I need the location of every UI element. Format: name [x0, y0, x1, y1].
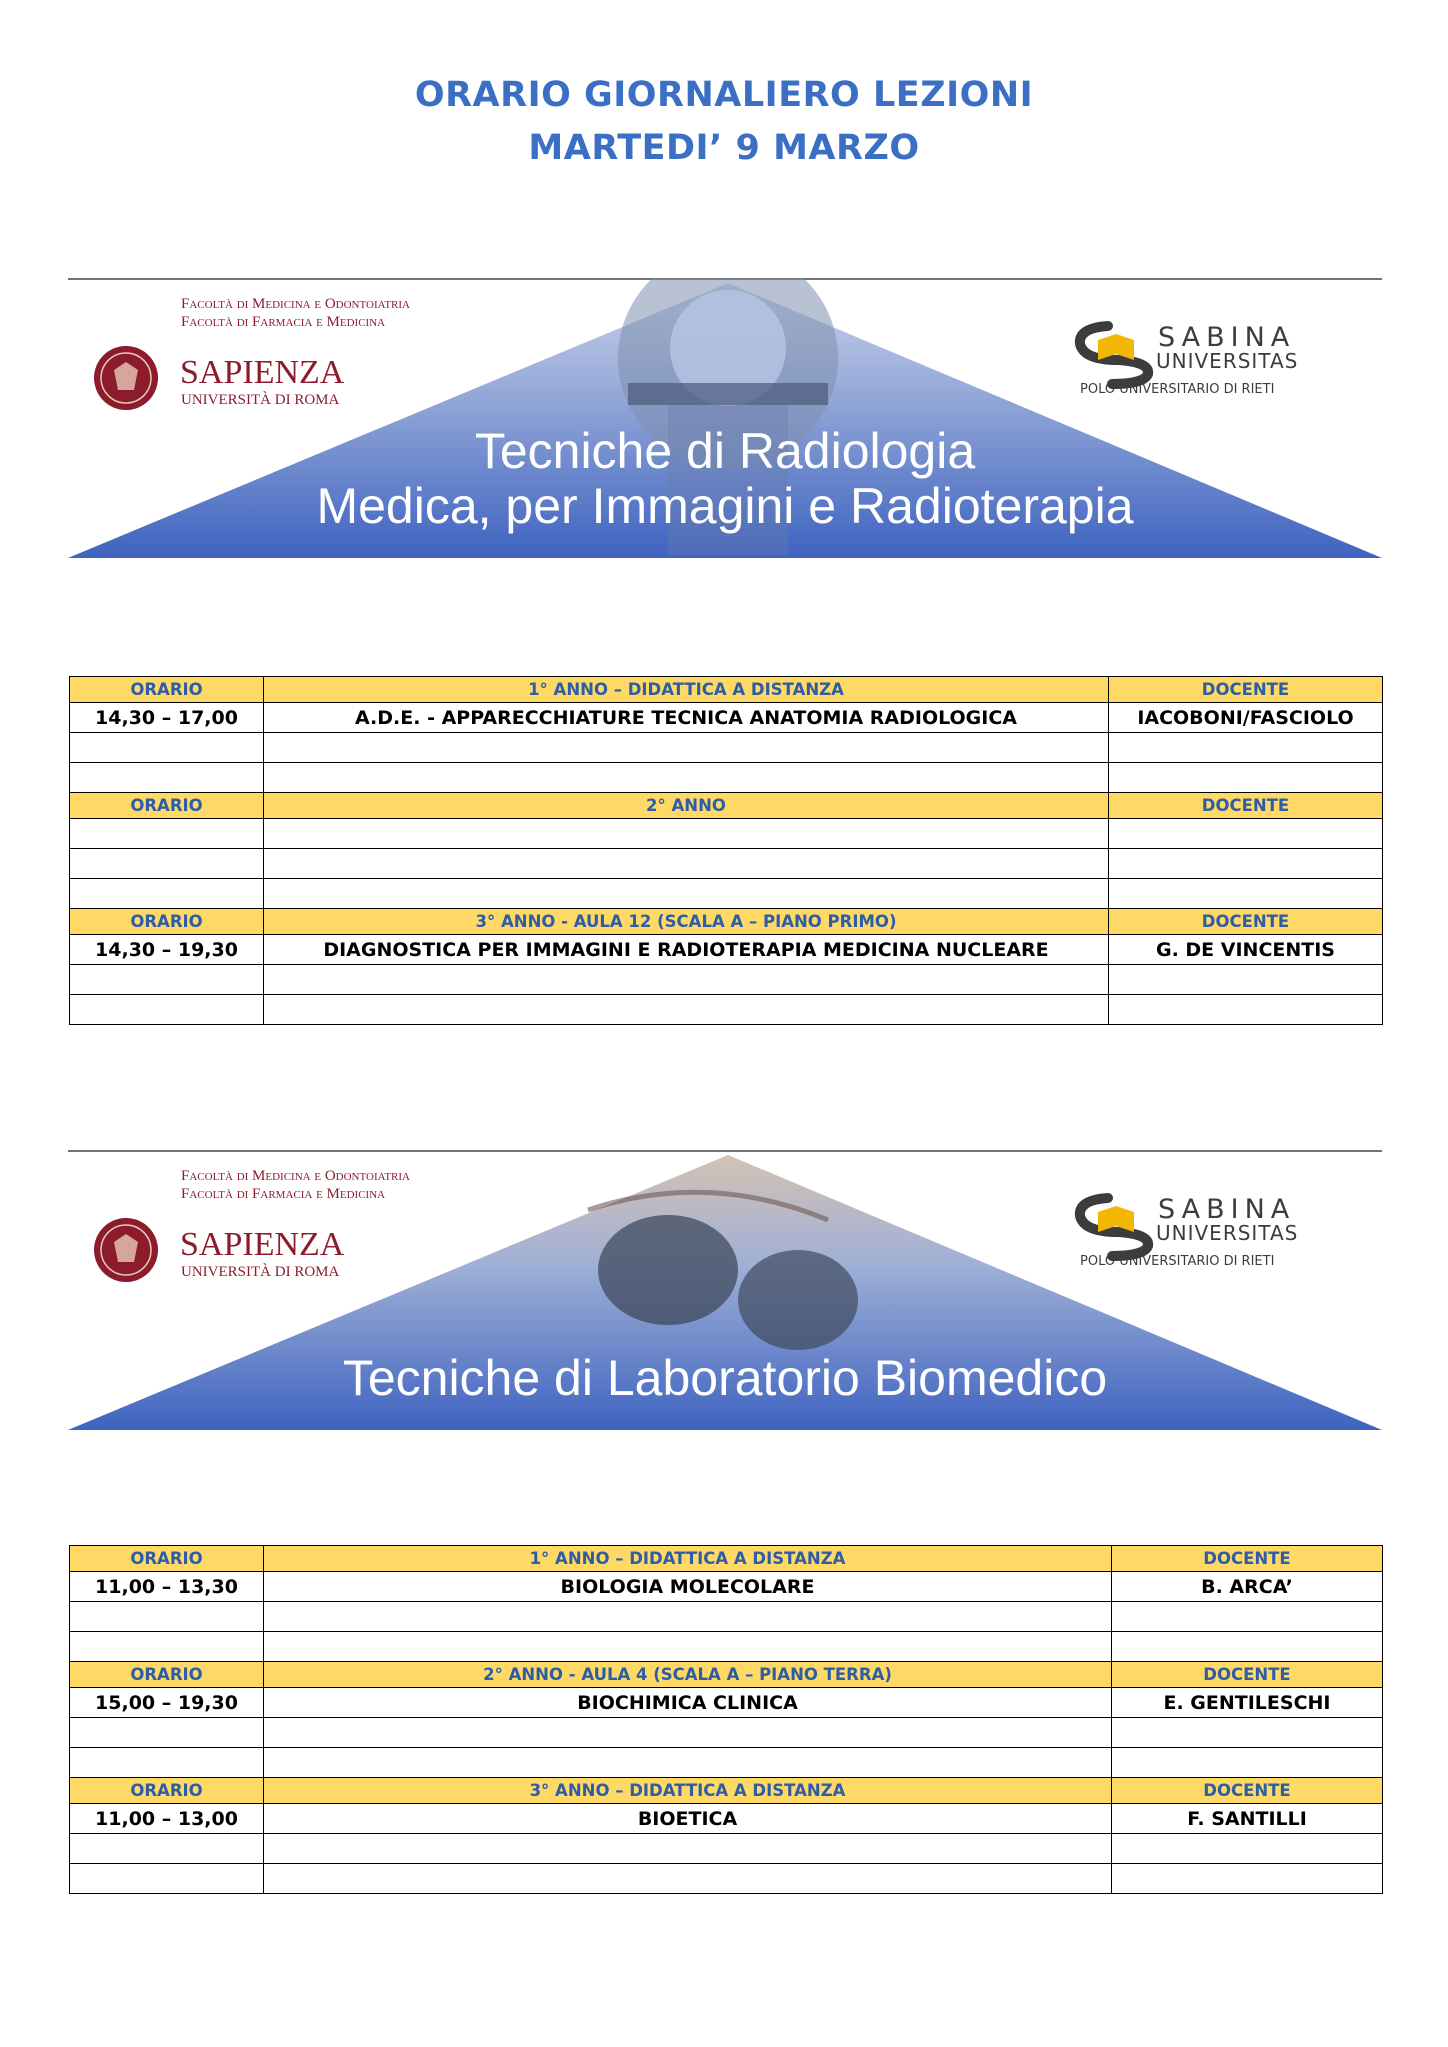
- teacher-cell: B. ARCA’: [1112, 1572, 1383, 1602]
- time-cell: [70, 849, 264, 879]
- sabina-book-icon: [1080, 326, 1148, 384]
- table-row: [70, 965, 1383, 995]
- orario-header: ORARIO: [70, 909, 264, 935]
- section-header-row: [70, 1662, 1383, 1688]
- page-title-line2: MARTEDI’ 9 MARZO: [528, 128, 920, 168]
- time-cell: [70, 965, 264, 995]
- time-cell: [70, 763, 264, 793]
- subject-cell: [264, 1748, 1112, 1778]
- sabina-sub: UNIVERSITAS: [1156, 349, 1299, 373]
- year-header: 2° ANNO - AULA 4 (SCALA A – PIANO TERRA): [264, 1662, 1112, 1688]
- table-row: [70, 733, 1383, 763]
- time-cell: 14,30 – 17,00: [70, 703, 264, 733]
- table-row: [70, 703, 1383, 733]
- teacher-cell: [1109, 819, 1383, 849]
- teacher-cell: [1109, 965, 1383, 995]
- subject-cell: DIAGNOSTICA PER IMMAGINI E RADIOTERAPIA MEDICINA NUCLEARE: [264, 935, 1109, 965]
- schedule-table-radiologia: [69, 676, 1383, 1025]
- docente-header: DOCENTE: [1112, 1546, 1383, 1572]
- faculty-line-2: Facoltà di Farmacia e Medicina: [181, 314, 386, 330]
- time-cell: [70, 733, 264, 763]
- subject-cell: [264, 1632, 1112, 1662]
- orario-header: ORARIO: [70, 793, 264, 819]
- table-row: [70, 819, 1383, 849]
- docente-header: DOCENTE: [1112, 1778, 1383, 1804]
- docente-header: DOCENTE: [1109, 793, 1383, 819]
- orario-header: ORARIO: [70, 1546, 264, 1572]
- teacher-cell: [1112, 1602, 1383, 1632]
- sabina-polo: POLO UNIVERSITARIO DI RIETI: [1080, 382, 1275, 397]
- subject-cell: [264, 819, 1109, 849]
- teacher-cell: G. DE VINCENTIS: [1109, 935, 1383, 965]
- sabina-name: SABINA: [1158, 1194, 1296, 1225]
- time-cell: [70, 1834, 264, 1864]
- subject-cell: [264, 1718, 1112, 1748]
- table-row: [70, 1572, 1383, 1602]
- year-header: 2° ANNO: [264, 793, 1109, 819]
- subject-cell: [264, 1834, 1112, 1864]
- sabina-book-icon: [1080, 1198, 1148, 1256]
- subject-cell: [264, 879, 1109, 909]
- subject-cell: [264, 733, 1109, 763]
- orario-header: ORARIO: [70, 677, 264, 703]
- time-cell: [70, 879, 264, 909]
- year-header: 1° ANNO – DIDATTICA A DISTANZA: [264, 1546, 1112, 1572]
- teacher-cell: E. GENTILESCHI: [1112, 1688, 1383, 1718]
- sapienza-name: SAPIENZA: [180, 354, 345, 391]
- table-row: [70, 1602, 1383, 1632]
- subject-cell: BIOLOGIA MOLECOLARE: [264, 1572, 1112, 1602]
- faculty-line-1: Facoltà di Medicina e Odontoiatria: [181, 296, 410, 312]
- docente-header: DOCENTE: [1112, 1662, 1383, 1688]
- sabina-polo: POLO UNIVERSITARIO DI RIETI: [1080, 1254, 1275, 1269]
- table-row: [70, 1804, 1383, 1834]
- table-row: [70, 995, 1383, 1025]
- sapienza-sub: UNIVERSITÀ DI ROMA: [181, 1264, 340, 1280]
- teacher-cell: F. SANTILLI: [1112, 1804, 1383, 1834]
- subject-cell: [264, 763, 1109, 793]
- subject-cell: [264, 1864, 1112, 1894]
- page-title-line1: ORARIO GIORNALIERO LEZIONI: [414, 75, 1034, 115]
- sabina-name: SABINA: [1158, 322, 1296, 353]
- course-title-line1: Tecniche di Radiologia: [474, 423, 976, 479]
- table-row: [70, 935, 1383, 965]
- sapienza-name: SAPIENZA: [180, 1226, 345, 1263]
- time-cell: [70, 1632, 264, 1662]
- teacher-cell: [1112, 1834, 1383, 1864]
- table-row: [70, 1688, 1383, 1718]
- teacher-cell: [1112, 1632, 1383, 1662]
- subject-cell: BIOETICA: [264, 1804, 1112, 1834]
- table-row: [70, 1834, 1383, 1864]
- teacher-cell: [1112, 1718, 1383, 1748]
- section-header-row: [70, 909, 1383, 935]
- docente-header: DOCENTE: [1109, 677, 1383, 703]
- orario-header: ORARIO: [70, 1662, 264, 1688]
- subject-cell: A.D.E. - APPARECCHIATURE TECNICA ANATOMIA RADIOLOGICA: [264, 703, 1109, 733]
- sapienza-seal-icon: [94, 1218, 158, 1282]
- table-row: [70, 1632, 1383, 1662]
- subject-cell: BIOCHIMICA CLINICA: [264, 1688, 1112, 1718]
- subject-cell: [264, 1602, 1112, 1632]
- year-header: 3° ANNO – DIDATTICA A DISTANZA: [264, 1778, 1112, 1804]
- table-row: [70, 1748, 1383, 1778]
- time-cell: 14,30 – 19,30: [70, 935, 264, 965]
- time-cell: [70, 819, 264, 849]
- course-banner-radiologia: [68, 278, 1382, 560]
- section-header-row: [70, 1778, 1383, 1804]
- orario-header: ORARIO: [70, 1778, 264, 1804]
- time-cell: 11,00 – 13,00: [70, 1804, 264, 1834]
- faculty-line-1: Facoltà di Medicina e Odontoiatria: [181, 1168, 410, 1184]
- teacher-cell: [1112, 1864, 1383, 1894]
- section-header-row: [70, 677, 1383, 703]
- schedule-table-laboratorio: [69, 1545, 1383, 1894]
- sabina-sub: UNIVERSITAS: [1156, 1221, 1299, 1245]
- year-header: 1° ANNO – DIDATTICA A DISTANZA: [264, 677, 1109, 703]
- course-title-line1: Tecniche di Laboratorio Biomedico: [342, 1350, 1108, 1406]
- subject-cell: [264, 995, 1109, 1025]
- table-row: [70, 1718, 1383, 1748]
- subject-cell: [264, 965, 1109, 995]
- teacher-cell: IACOBONI/FASCIOLO: [1109, 703, 1383, 733]
- section-header-row: [70, 1546, 1383, 1572]
- table-row: [70, 849, 1383, 879]
- time-cell: 15,00 – 19,30: [70, 1688, 264, 1718]
- time-cell: [70, 995, 264, 1025]
- faculty-line-2: Facoltà di Farmacia e Medicina: [181, 1186, 386, 1202]
- sapienza-sub: UNIVERSITÀ DI ROMA: [181, 392, 340, 408]
- time-cell: [70, 1602, 264, 1632]
- docente-header: DOCENTE: [1109, 909, 1383, 935]
- course-banner-laboratorio: [68, 1150, 1382, 1432]
- time-cell: [70, 1718, 264, 1748]
- table-row: [70, 763, 1383, 793]
- section-header-row: [70, 793, 1383, 819]
- table-row: [70, 1864, 1383, 1894]
- year-header: 3° ANNO - AULA 12 (SCALA A – PIANO PRIMO): [264, 909, 1109, 935]
- teacher-cell: [1109, 763, 1383, 793]
- teacher-cell: [1109, 879, 1383, 909]
- table-row: [70, 879, 1383, 909]
- teacher-cell: [1109, 995, 1383, 1025]
- subject-cell: [264, 849, 1109, 879]
- course-title-line2: Medica, per Immagini e Radioterapia: [316, 478, 1134, 534]
- teacher-cell: [1112, 1748, 1383, 1778]
- time-cell: [70, 1864, 264, 1894]
- time-cell: [70, 1748, 264, 1778]
- teacher-cell: [1109, 733, 1383, 763]
- teacher-cell: [1109, 849, 1383, 879]
- sapienza-seal-icon: [94, 346, 158, 410]
- time-cell: 11,00 – 13,30: [70, 1572, 264, 1602]
